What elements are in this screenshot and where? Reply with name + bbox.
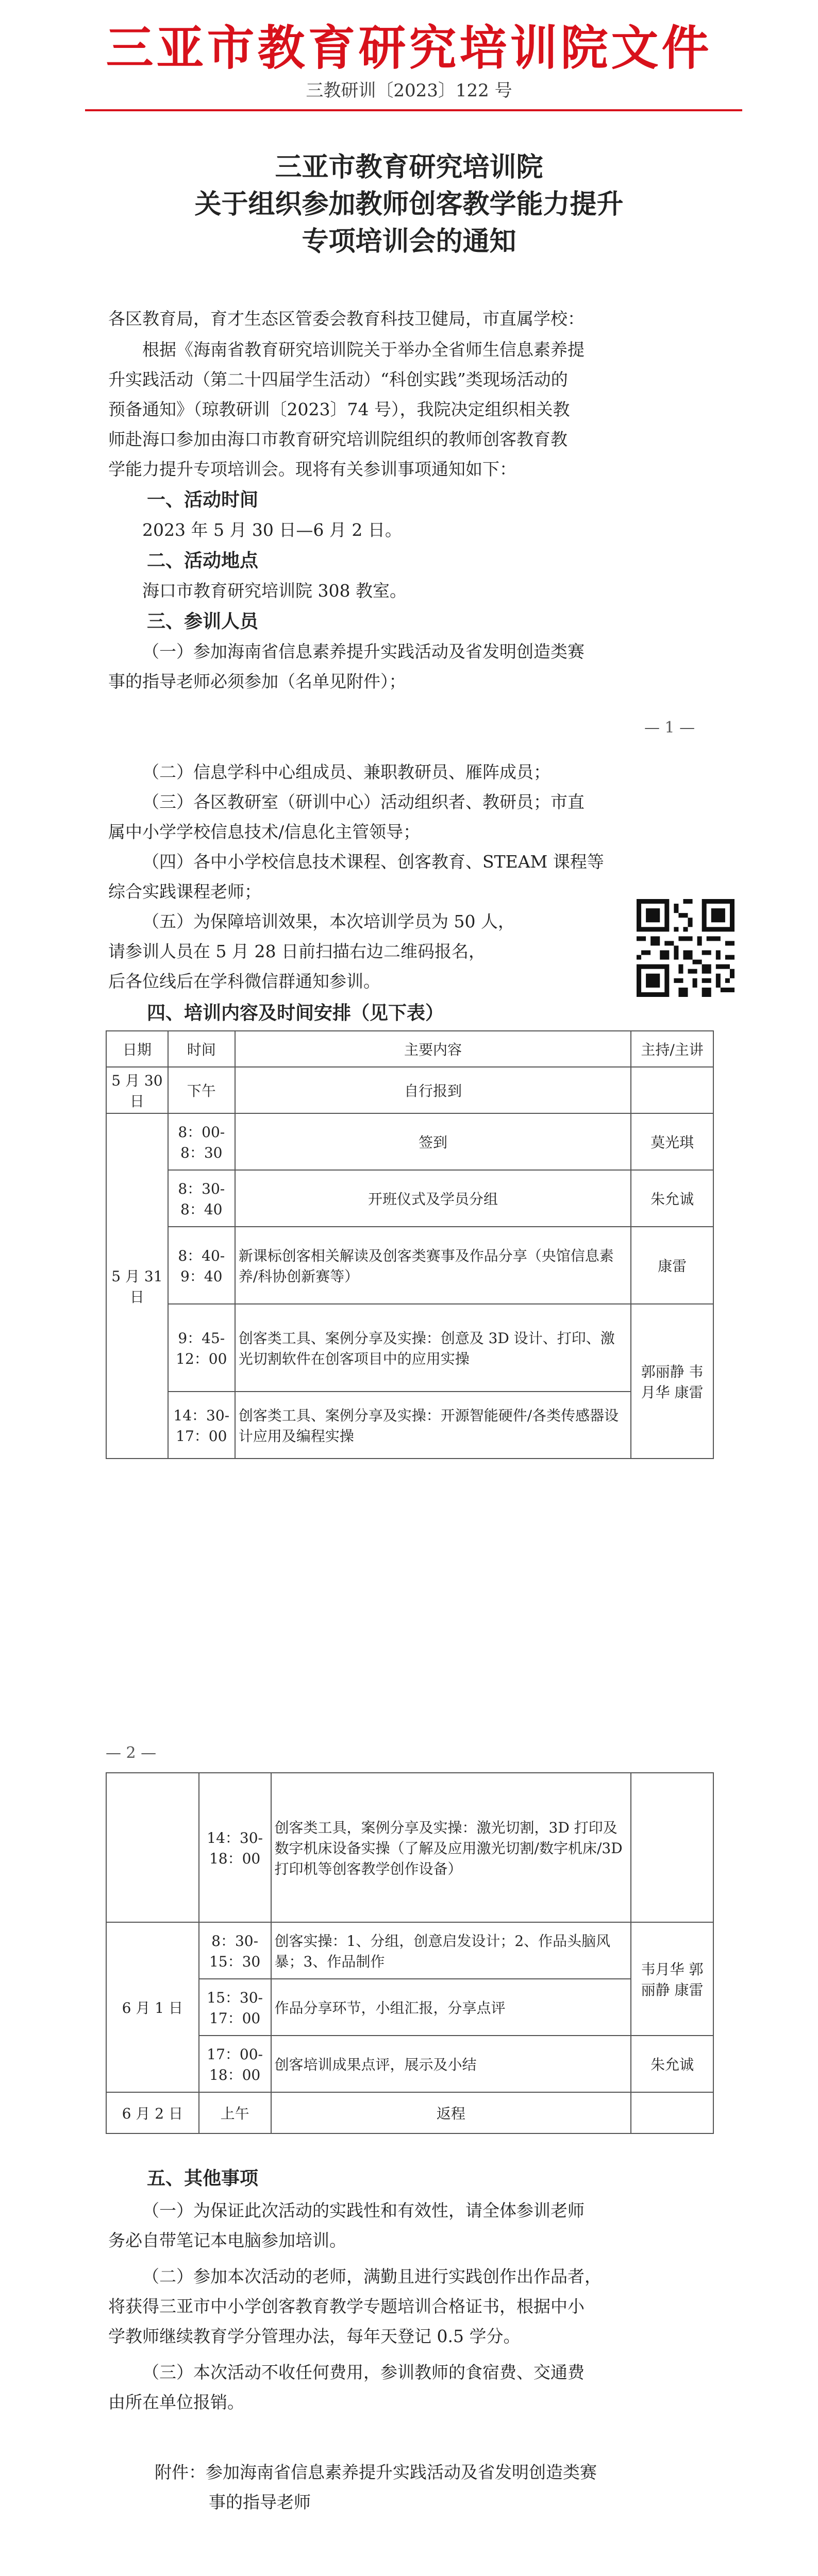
cell-content: 新课标创客相关解读及创客类赛事及作品分享（央馆信息素养/科协创新赛等） [235, 1227, 631, 1304]
table-row [106, 1392, 713, 1459]
header-red-rule [85, 109, 742, 111]
cell-time: 9：45-12：00 [168, 1304, 235, 1392]
cell-content: 创客培训成果点评，展示及小结 [271, 2036, 631, 2092]
cell-content: 自行报到 [235, 1067, 631, 1113]
other-item: （一）为保证此次活动的实践性和有效性，请全体参训老师 [142, 2200, 585, 2221]
other-item: 将获得三亚市中小学创客教育教学专题培训合格证书，根据中小 [108, 2296, 585, 2316]
section-heading: 三、参训人员 [147, 611, 259, 632]
participants-item: 综合实践课程老师； [108, 882, 261, 902]
section-heading: 二、活动地点 [147, 550, 259, 571]
table-row [106, 1170, 713, 1227]
cell-host: 郭丽静 韦月华 康雷 [631, 1304, 713, 1459]
cell-host: 朱允诚 [631, 2036, 713, 2092]
notice-title-line1: 三亚市教育研究培训院 [275, 152, 543, 183]
intro-line: 学能力提升专项培训会。现将有关参训事项通知如下： [108, 459, 516, 479]
cell-host: 莫光琪 [631, 1113, 713, 1170]
cell-time: 8：40-9：40 [168, 1227, 235, 1304]
cell-time: 15：30-17：00 [199, 1979, 271, 2036]
cell-time: 14：30-18：00 [199, 1773, 271, 1922]
salutation: 各区教育局，育才生态区管委会教育科技卫健局，市直属学校： [108, 309, 585, 329]
table-row [106, 1113, 713, 1170]
cell-time: 下午 [168, 1067, 235, 1113]
cell-host: 康雷 [631, 1227, 713, 1304]
section-heading: 五、其他事项 [147, 2168, 259, 2189]
cell-content: 返程 [271, 2092, 631, 2133]
registration-qr-code[interactable] [637, 899, 734, 997]
page-number: — 2 — [106, 1744, 157, 1762]
cell-content: 签到 [235, 1113, 631, 1170]
cell-time: 8：30-15：30 [199, 1922, 271, 1979]
table-row [106, 1304, 713, 1392]
attachment-note: 附件：参加海南省信息素养提升实践活动及省发明创造类赛 [155, 2462, 597, 2482]
participants-item: （二）信息学科中心组成员、兼职教研员、雁阵成员； [142, 762, 550, 782]
cell-time: 14：30-17：00 [168, 1392, 235, 1459]
activity-time: 2023 年 5 月 30 日—6 月 2 日。 [142, 520, 402, 540]
cell-content: 创客类工具、案例分享及实操：开源智能硬件/各类传感器设计应用及编程实操 [235, 1392, 631, 1459]
cell-date [106, 1773, 199, 1922]
participants-item: 后各位线后在学科微信群通知参训。 [108, 971, 380, 991]
intro-line: 根据《海南省教育研究培训院关于举办全省师生信息素养提 [142, 340, 585, 360]
cell-time: 17：00-18：00 [199, 2036, 271, 2092]
intro-line: 师赴海口参加由海口市教育研究培训院组织的教师创客教育教 [108, 429, 567, 449]
cell-date: 6 月 2 日 [106, 2092, 199, 2133]
column-header: 主要内容 [235, 1031, 631, 1067]
table-row [106, 1227, 713, 1304]
activity-place: 海口市教育研究培训院 308 教室。 [142, 581, 407, 601]
other-item: （二）参加本次活动的老师，满勤且进行实践创作出作品者， [142, 2266, 602, 2286]
cell-content: 开班仪式及学员分组 [235, 1170, 631, 1227]
intro-line: 升实践活动（第二十四届学生活动）“科创实践”类现场活动的 [108, 369, 568, 389]
cell-content: 创客类工具，案例分享及实操：激光切割，3D 打印及数字机床设备实操（了解及应用激光切割/数字机床/3D 打印机等创客教学创作设备） [271, 1773, 631, 1922]
cell-time: 8：30-8：40 [168, 1170, 235, 1227]
participants-item: 事的指导老师必须参加（名单见附件）； [108, 671, 406, 691]
cell-content: 作品分享环节，小组汇报，分享点评 [271, 1979, 631, 2036]
cell-time: 上午 [199, 2092, 271, 2133]
participants-item: （三）各区教研室（研训中心）活动组织者、教研员；市直 [142, 792, 585, 812]
participants-item: （四）各中小学校信息技术课程、创客教育、STEAM 课程等 [142, 852, 604, 872]
other-item: （三）本次活动不收任何费用，参训教师的食宿费、交通费 [142, 2362, 585, 2382]
intro-line: 预备通知》（琼教研训〔2023〕74 号），我院决定组织相关教 [108, 399, 570, 419]
notice-title-line2: 关于组织参加教师创客教学能力提升 [194, 189, 624, 220]
cell-date: 5 月 31 日 [106, 1113, 168, 1459]
column-header: 时间 [168, 1031, 235, 1067]
column-header: 日期 [106, 1031, 168, 1067]
other-item: 由所在单位报销。 [108, 2392, 244, 2412]
cell-host: 韦月华 郭丽静 康雷 [631, 1922, 713, 2036]
table-row [106, 1067, 713, 1113]
doc-number: 三教研训〔2023〕122 号 [306, 80, 512, 101]
section-heading: 一、活动时间 [147, 489, 259, 511]
participants-item: 请参训人员在 5 月 28 日前扫描右边二维码报名， [108, 941, 486, 961]
schedule-table-continued [106, 1772, 714, 2134]
org-header-title: 三亚市教育研究培训院文件 [106, 21, 712, 76]
column-header: 主持/主讲 [631, 1031, 713, 1067]
cell-host [631, 1773, 713, 1922]
cell-host [631, 1067, 713, 1113]
schedule-table [106, 1030, 714, 1459]
cell-host: 朱允诚 [631, 1170, 713, 1227]
cell-time: 8：00-8：30 [168, 1113, 235, 1170]
other-item: 务必自带笔记本电脑参加培训。 [108, 2230, 346, 2250]
cell-host [631, 2092, 713, 2133]
attachment-note: 事的指导老师 [209, 2492, 311, 2512]
participants-item: （一）参加海南省信息素养提升实践活动及省发明创造类赛 [142, 641, 585, 662]
other-item: 学教师继续教育学分管理办法，每年天登记 0.5 学分。 [108, 2326, 521, 2346]
cell-date: 5 月 30 日 [106, 1067, 168, 1113]
cell-content: 创客实操：1、分组，创意启发设计；2、作品头脑风暴；3、作品制作 [271, 1922, 631, 1979]
cell-date: 6 月 1 日 [106, 1922, 199, 2092]
table-row [106, 1773, 713, 1922]
page-number: — 1 — [644, 719, 695, 737]
table-row [106, 2092, 713, 2133]
section-heading: 四、培训内容及时间安排（见下表） [147, 1003, 444, 1024]
notice-title-line3: 专项培训会的通知 [302, 226, 516, 257]
table-row [106, 1922, 713, 1979]
participants-item: （五）为保障培训效果，本次培训学员为 50 人， [142, 911, 515, 931]
participants-item: 属中小学学校信息技术/信息化主管领导； [108, 822, 421, 842]
cell-content: 创客类工具、案例分享及实操：创意及 3D 设计、打印、激光切割软件在创客项目中的应用实操 [235, 1304, 631, 1392]
